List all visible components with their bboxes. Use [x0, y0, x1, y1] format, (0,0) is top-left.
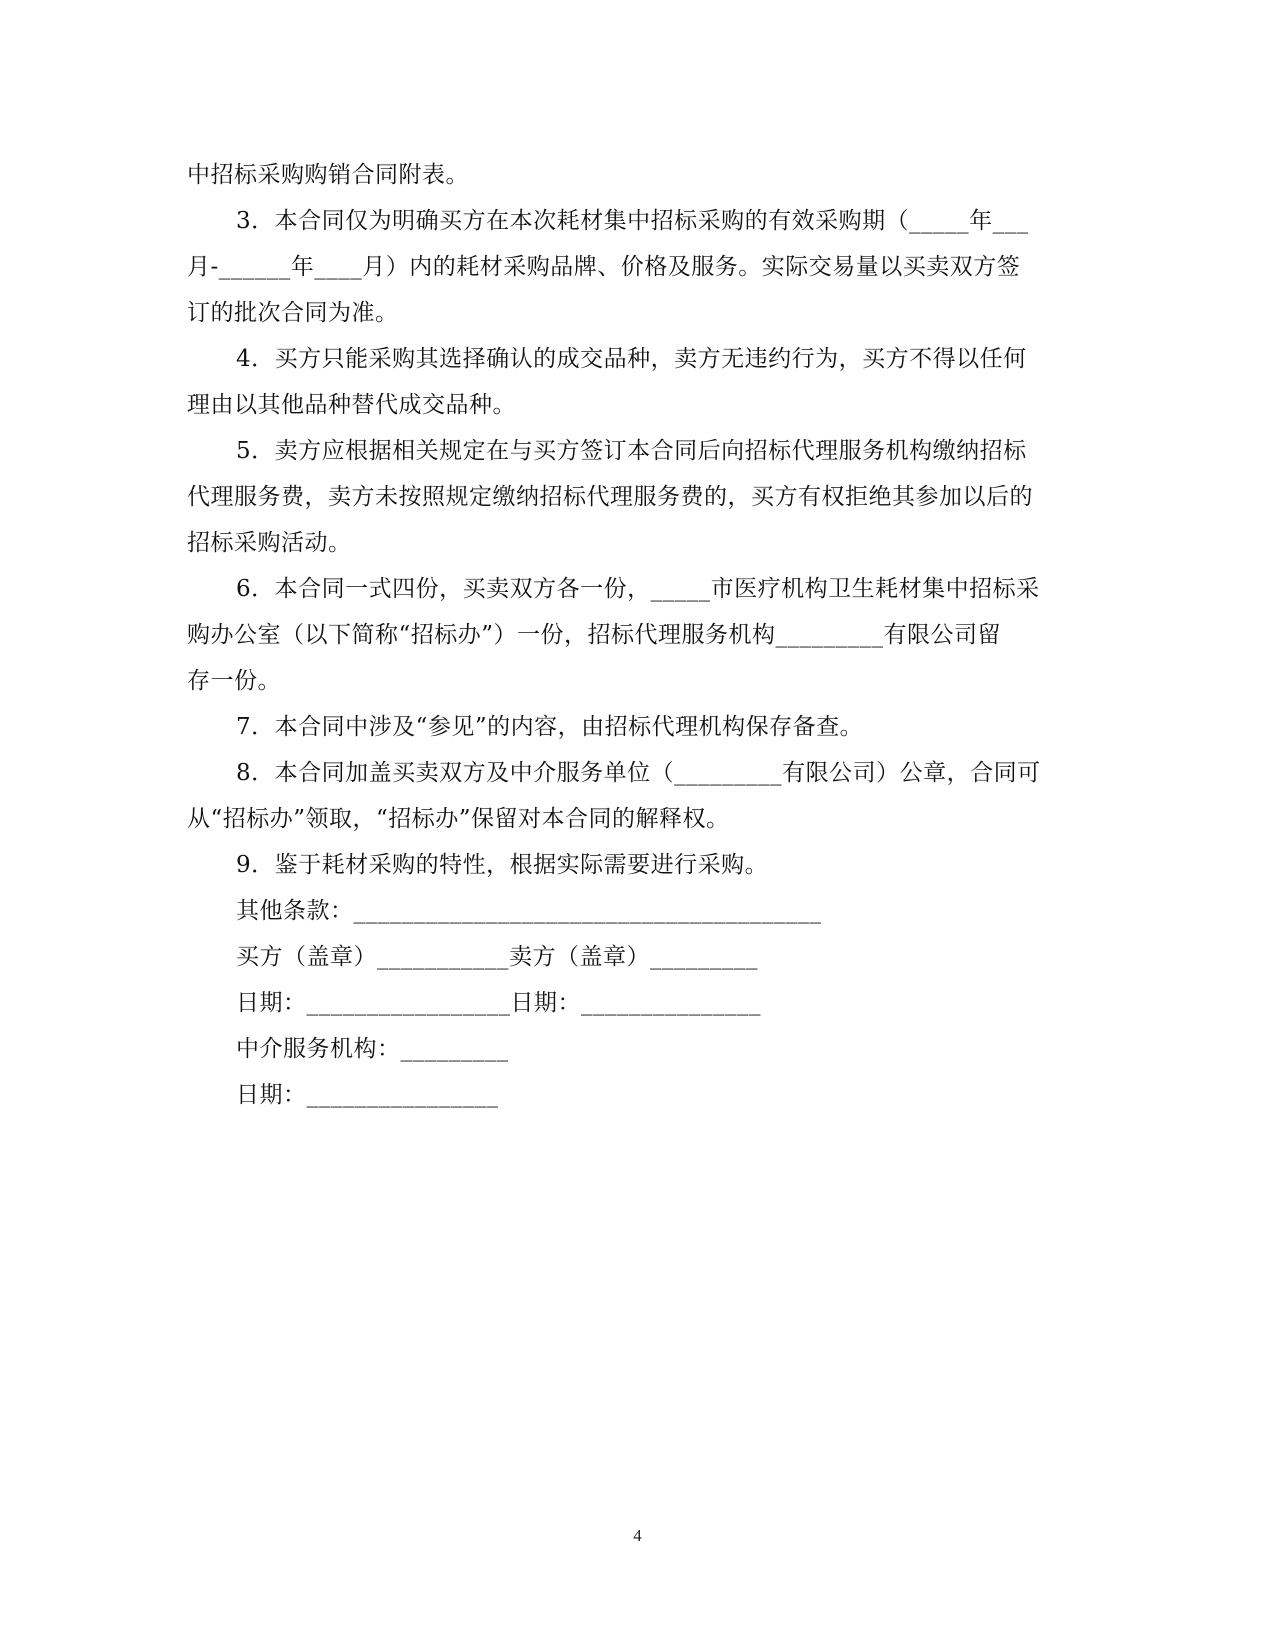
- clause-4-line-1: 4．买方只能采购其选择确认的成交品种，卖方无违约行为，买方不得以任何: [236, 346, 1027, 372]
- clause-9-line-1: 9．鉴于耗材采购的特性，根据实际需要进行采购。: [236, 852, 769, 878]
- clause-5-line-1: 5．卖方应根据相关规定在与买方签订本合同后向招标代理服务机构缴纳招标: [236, 438, 1027, 464]
- clause-6-line-3: 存一份。: [187, 668, 281, 694]
- clause-5-line-3: 招标采购活动。: [187, 530, 352, 556]
- clause-6-line-2: 购办公室（以下简称“招标办”）一份，招标代理服务机构_________有限公司留: [187, 622, 1002, 648]
- paragraph-line: 中招标采购购销合同附表。: [187, 162, 469, 188]
- clause-7-line-1: 7．本合同中涉及“参见”的内容，由招标代理机构保存备查。: [236, 714, 864, 740]
- clause-5-line-2: 代理服务费，卖方未按照规定缴纳招标代理服务费的，买方有权拒绝其参加以后的: [187, 484, 1033, 510]
- clause-8-line-1: 8．本合同加盖买卖双方及中介服务单位（_________有限公司）公章，合同可: [236, 760, 1041, 786]
- other-terms-field: 其他条款：_______________________________________: [236, 898, 822, 924]
- page-number: 4: [633, 1526, 642, 1545]
- clause-3-line-1: 3．本合同仅为明确买方在本次耗材集中招标采购的有效采购期（_____年___: [236, 208, 1029, 234]
- clause-3-line-3: 订的批次合同为准。: [187, 300, 399, 326]
- clause-4-line-2: 理由以其他品种替代成交品种。: [187, 392, 516, 418]
- intermediary-date-field: 日期：________________: [236, 1082, 499, 1108]
- date-fields: 日期：_________________日期：_______________: [236, 990, 761, 1016]
- clause-6-line-1: 6．本合同一式四份，买卖双方各一份，_____市医疗机构卫生耗材集中招标采: [236, 576, 1040, 602]
- clause-8-line-2: 从“招标办”领取，“招标办”保留对本合同的解释权。: [187, 806, 730, 832]
- clause-3-line-2: 月-______年____月）内的耗材采购品牌、价格及服务。实际交易量以买卖双方签: [187, 254, 1021, 280]
- intermediary-field: 中介服务机构：_________: [236, 1036, 509, 1062]
- seal-fields: 买方（盖章）___________卖方（盖章）_________: [236, 944, 758, 970]
